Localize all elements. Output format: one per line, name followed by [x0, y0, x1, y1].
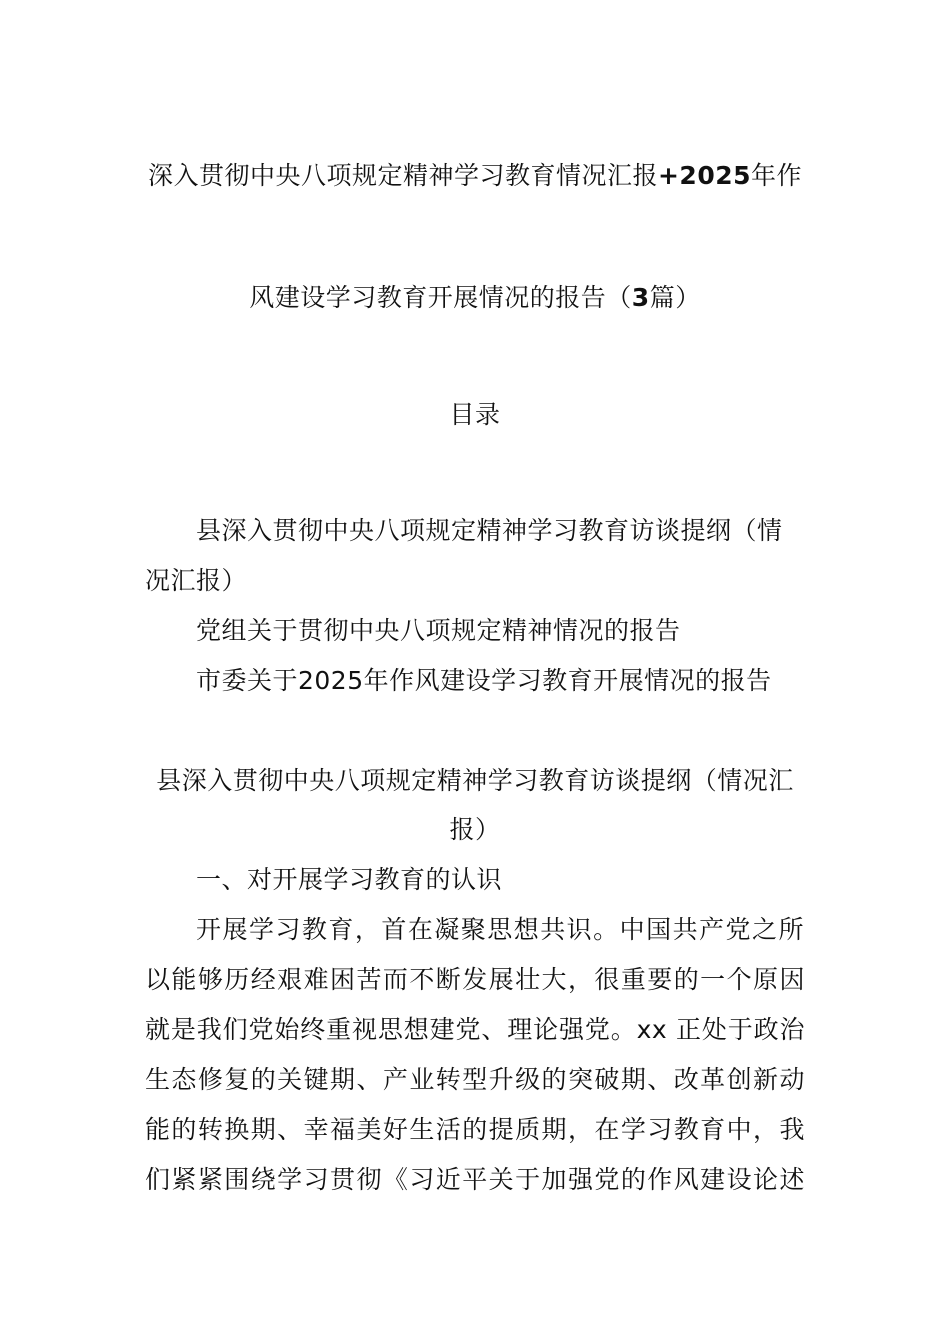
- toc-item-2[interactable]: 党组关于贯彻中央八项规定精神情况的报告: [196, 616, 681, 645]
- document-title-line-1: [0, 159, 950, 193]
- toc-heading: 目录: [449, 400, 501, 429]
- title-text: 深入贯彻中央八项规定精神学习教育情况汇报: [147, 161, 658, 190]
- section-title-line-2: 报）: [449, 815, 501, 844]
- paragraph-line: 就是我们党始终重视思想建党、理论强党。xx 正处于政治: [145, 1015, 805, 1044]
- section-heading-1: 一、对开展学习教育的认识: [196, 865, 503, 894]
- paragraph-line: 能的转换期、幸福美好生活的提质期，在学习教育中，我: [145, 1115, 805, 1144]
- title-text: 风建设学习教育开展情况的报告（: [249, 283, 632, 312]
- document-title-line-2: [0, 281, 950, 315]
- title-text-end: 篇）: [649, 283, 701, 312]
- title-bold-year: +2025: [657, 161, 752, 190]
- paragraph-line: 们紧紧围绕学习贯彻《习近平关于加强党的作风建设论述: [145, 1165, 805, 1194]
- paragraph-line: 生态修复的关键期、产业转型升级的突破期、改革创新动: [145, 1065, 805, 1094]
- paragraph-line: 以能够历经艰难困苦而不断发展壮大，很重要的一个原因: [145, 965, 805, 994]
- toc-item-1-line-1[interactable]: 县深入贯彻中央八项规定精神学习教育访谈提纲（情: [196, 516, 783, 545]
- paragraph-line: 开展学习教育，首在凝聚思想共识。中国共产党之所: [196, 915, 804, 944]
- section-title-line-1: 县深入贯彻中央八项规定精神学习教育访谈提纲（情况汇: [156, 766, 794, 795]
- toc-item-1-line-2[interactable]: 况汇报）: [145, 566, 248, 595]
- toc-item-3[interactable]: 市委关于2025年作风建设学习教育开展情况的报告: [196, 666, 772, 695]
- title-text-end: 年作: [751, 161, 803, 190]
- title-bold-count: 3: [631, 283, 650, 312]
